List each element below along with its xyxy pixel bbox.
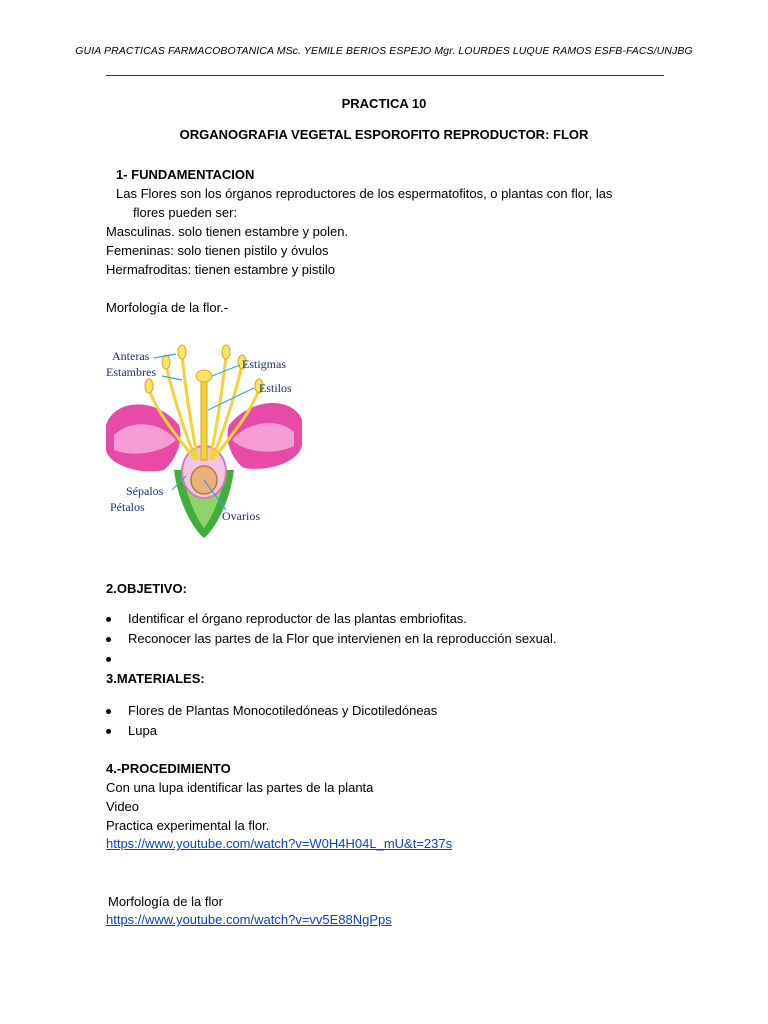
morfologia-heading: Morfología de la flor.- <box>106 300 229 315</box>
fundamentacion-line-2: flores pueden ser: <box>133 205 238 220</box>
label-estilos: Estilos <box>259 381 292 395</box>
masculinas-text: Masculinas. solo tienen estambre y polen. <box>106 224 349 239</box>
section-heading-fundamentacion: 1- FUNDAMENTACION <box>116 167 255 182</box>
page-header: GUIA PRACTICAS FARMACOBOTANICA MSc. YEMILE BERIOS ESPEJO Mgr. LOURDES LUQUE RAMOS ESFB-FACS/UNJBG <box>75 45 693 57</box>
fundamentacion-line-1: Las Flores son los órganos reproductores de los espermatofitos, o plantas con flor, las <box>116 186 613 201</box>
bullet-icon <box>106 637 111 642</box>
procedimiento-line-3: Practica experimental la flor. <box>106 818 270 833</box>
bullet-icon <box>106 657 111 662</box>
video-link-practica[interactable]: https://www.youtube.com/watch?v=W0H4H04L_mU&t=237s <box>106 836 453 851</box>
list-item-label: Flores de Plantas Monocotiledóneas y Dicotiledóneas <box>128 703 438 718</box>
flower-diagram <box>104 340 304 540</box>
procedimiento-line-2: Video <box>106 799 140 814</box>
procedimiento-line-1: Con una lupa identificar las partes de la planta <box>106 780 374 795</box>
bullet-icon <box>106 617 111 622</box>
list-item-label: Identificar el órgano reproductor de las plantas embriofitas. <box>128 611 467 626</box>
list-item-label: Lupa <box>128 723 157 738</box>
bullet-icon <box>106 729 111 734</box>
video-link-morfologia[interactable]: https://www.youtube.com/watch?v=vv5E88NgPps <box>106 912 392 927</box>
label-estigmas: Estigmas <box>242 357 286 371</box>
hermafroditas-text: Hermafroditas: tienen estambre y pistilo <box>106 262 336 277</box>
list-item-label: Reconocer las partes de la Flor que intervienen en la reproducción sexual. <box>128 631 557 646</box>
section-heading-materiales: 3.MATERIALES: <box>106 671 205 686</box>
practice-title: ORGANOGRAFIA VEGETAL ESPOROFITO REPRODUCTOR: FLOR <box>179 127 589 142</box>
femeninas-text: Femeninas: solo tienen pistilo y óvulos <box>106 243 329 258</box>
flower-style <box>201 380 207 460</box>
bullet-icon <box>106 709 111 714</box>
label-petalos: Pétalos <box>110 500 145 514</box>
label-ovarios: Ovarios <box>222 509 260 523</box>
practice-number: PRACTICA 10 <box>341 96 427 111</box>
header-divider <box>106 75 664 76</box>
label-estambres: Estambres <box>106 365 156 379</box>
label-anteras: Anteras <box>112 349 150 363</box>
section-heading-objetivo: 2.OBJETIVO: <box>106 581 187 596</box>
label-sepalos: Sépalos <box>126 484 164 498</box>
morfologia-video-label: Morfología de la flor <box>108 894 223 909</box>
section-heading-procedimiento: 4.-PROCEDIMIENTO <box>106 761 231 776</box>
